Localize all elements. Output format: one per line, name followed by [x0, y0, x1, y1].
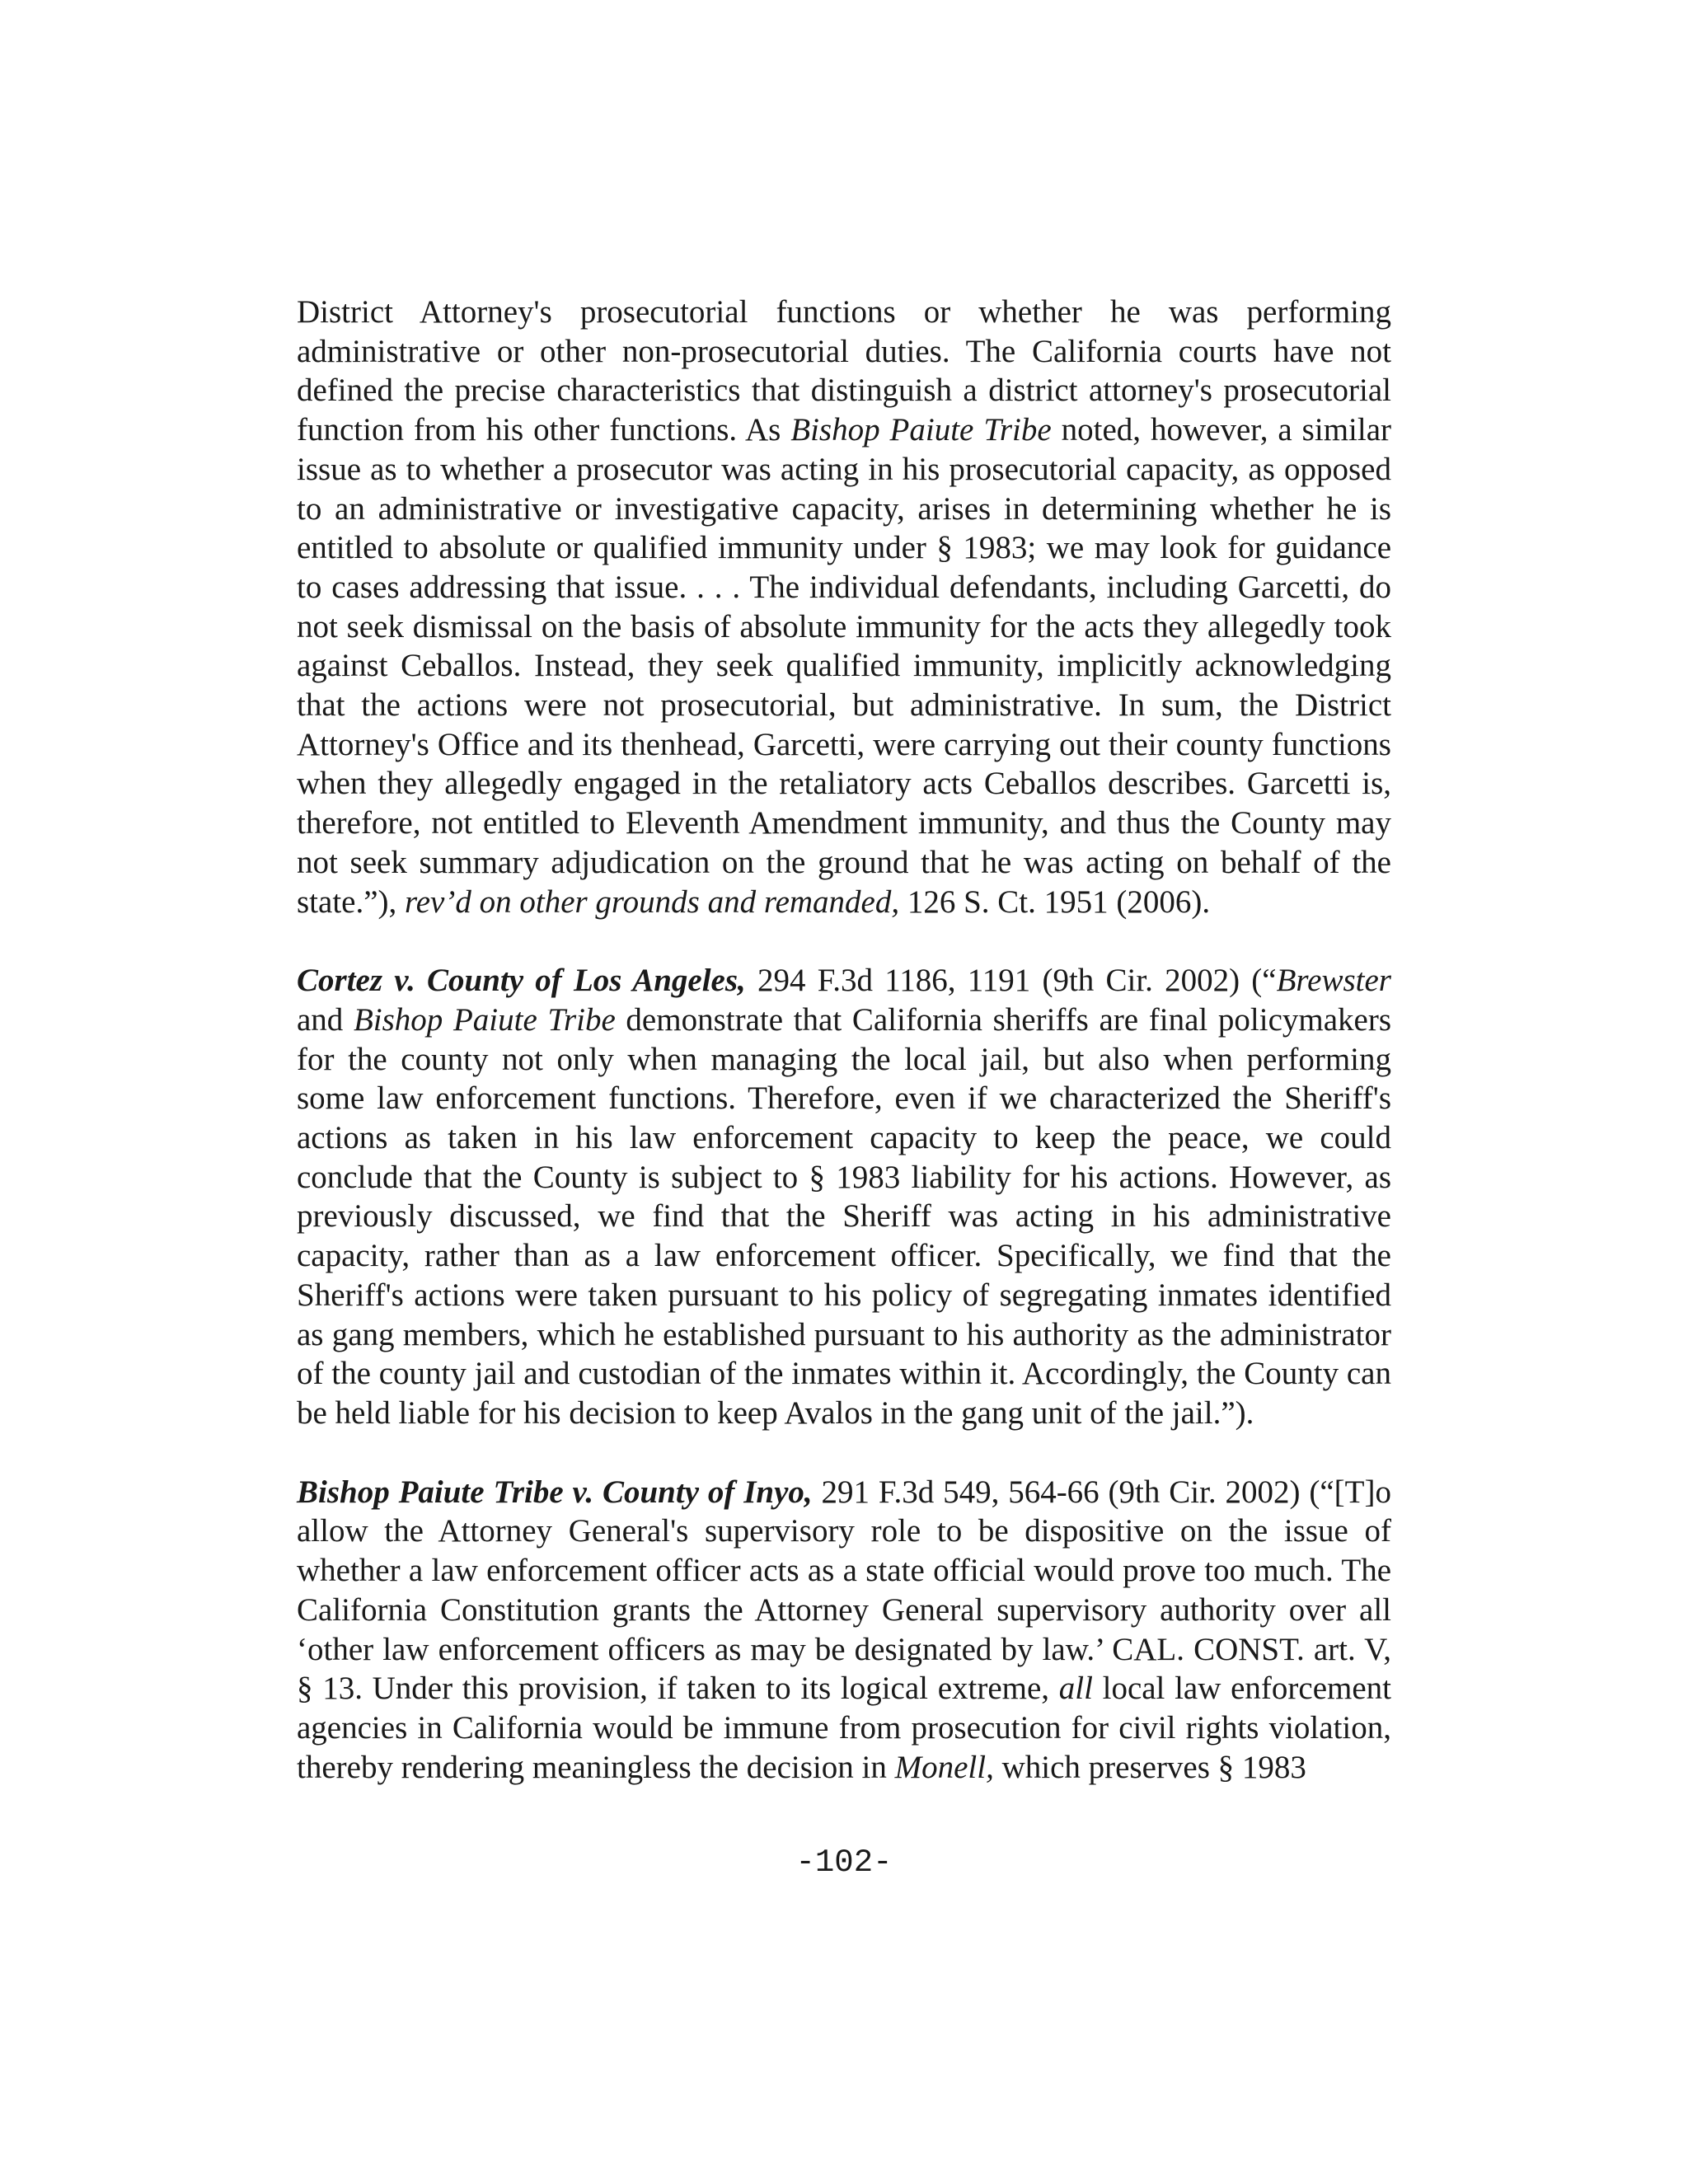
paragraph-ceballos-continued — [297, 293, 1391, 921]
case-name-bishop-paiute: Bishop Paiute Tribe v. County of Inyo, — [297, 1474, 813, 1510]
text-segment: demonstrate that California sheriffs are final policymakers for the county not only when managing the local jail, but also when performing some law enforcement functions. Therefore, even if we characterized the Sheriff's actions as taken in his law enforcement capacity to keep the peace, we could conclude that the County is subject to § 1983 liability for his actions. However, as previously discussed, we find that the Sheriff was acting in his administrative capacity, rather than as a law enforcement officer. Specifically, we find that the Sheriff's actions were taken pursuant to his policy of segregating inmates identified as gang members, which he established pursuant to his authority as the administrator of the county jail and custodian of the inmates within it. Accordingly, the County can be held liable for his decision to keep Avalos in the gang unit of the jail.”). — [297, 1001, 1391, 1431]
paragraph-cortez — [297, 961, 1391, 1432]
text-segment: and — [297, 1001, 354, 1038]
paragraph-bishop-paiute — [297, 1473, 1391, 1788]
text-segment: noted, however, a similar issue as to whether a prosecutor was acting in his prosecutorial capacity, as opposed to an administrative or investigative capacity, arises in determining whether he is entitled to absolute or qualified immunity under § 1983; we may look for guidance to cases addressing that issue. . . . The individual defendants, including Garcetti, do not seek dismissal on the basis of absolute immunity for the acts they allegedly took against Ceballos. Instead, they seek qualified immunity, implicitly acknowledging that the actions were not prosecutorial, but administrative. In sum, the District Attorney's Office and its thenhead, Garcetti, were carrying out their county functions when they allegedly engaged in the retaliatory acts Ceballos describes. Garcetti is, therefore, not entitled to Eleventh Amendment immunity, and thus the County may not seek summary adjudication on the ground that he was acting on behalf of the state.”), — [297, 412, 1392, 920]
text-segment: which preserves § 1983 — [993, 1749, 1306, 1785]
text-segment: local law enforcement agencies in California would be immune from prosecution for civil rights violation, thereby rendering meaningless the decision in — [297, 1671, 1391, 1785]
text-segment: 126 S. Ct. 1951 (2006). — [899, 883, 1211, 920]
text-segment: 294 F.3d 1186, 1191 (9th Cir. 2002) (“ — [745, 963, 1277, 999]
emphasis-italic: all — [1058, 1671, 1093, 1707]
case-citation-italic: Bishop Paiute Tribe — [353, 1001, 616, 1038]
case-citation-italic: Bishop Paiute Tribe — [790, 412, 1052, 448]
case-citation-italic: Brewster — [1276, 963, 1391, 999]
case-citation-italic: Monell, — [894, 1749, 994, 1785]
document-body — [297, 293, 1391, 1787]
text-segment: 291 F.3d 549, 564-66 (9th Cir. 2002) (“[T]o allow the Attorney General's supervisory role to be dispositive on the issue of whether a law enforcement officer acts as a state official would prove too much. The California Constitution grants the Attorney General supervisory authority over all ‘other law enforcement officers as may be designated by law.’ CAL. CONST. art. V, § 13. Under this provision, if taken to its logical extreme, — [297, 1474, 1391, 1707]
case-name-cortez: Cortez v. County of Los Angeles, — [297, 963, 746, 999]
text-segment: District Attorney's prosecutorial functions or whether he was performing administrative or other non-prosecutorial duties. The California courts have not defined the precise characteristics that distinguish a district attorney's prosecutorial function from his other functions. As — [297, 294, 1391, 448]
page-number: -102- — [795, 1844, 893, 1881]
case-history-italic: rev’d on other grounds and remanded, — [405, 883, 900, 920]
